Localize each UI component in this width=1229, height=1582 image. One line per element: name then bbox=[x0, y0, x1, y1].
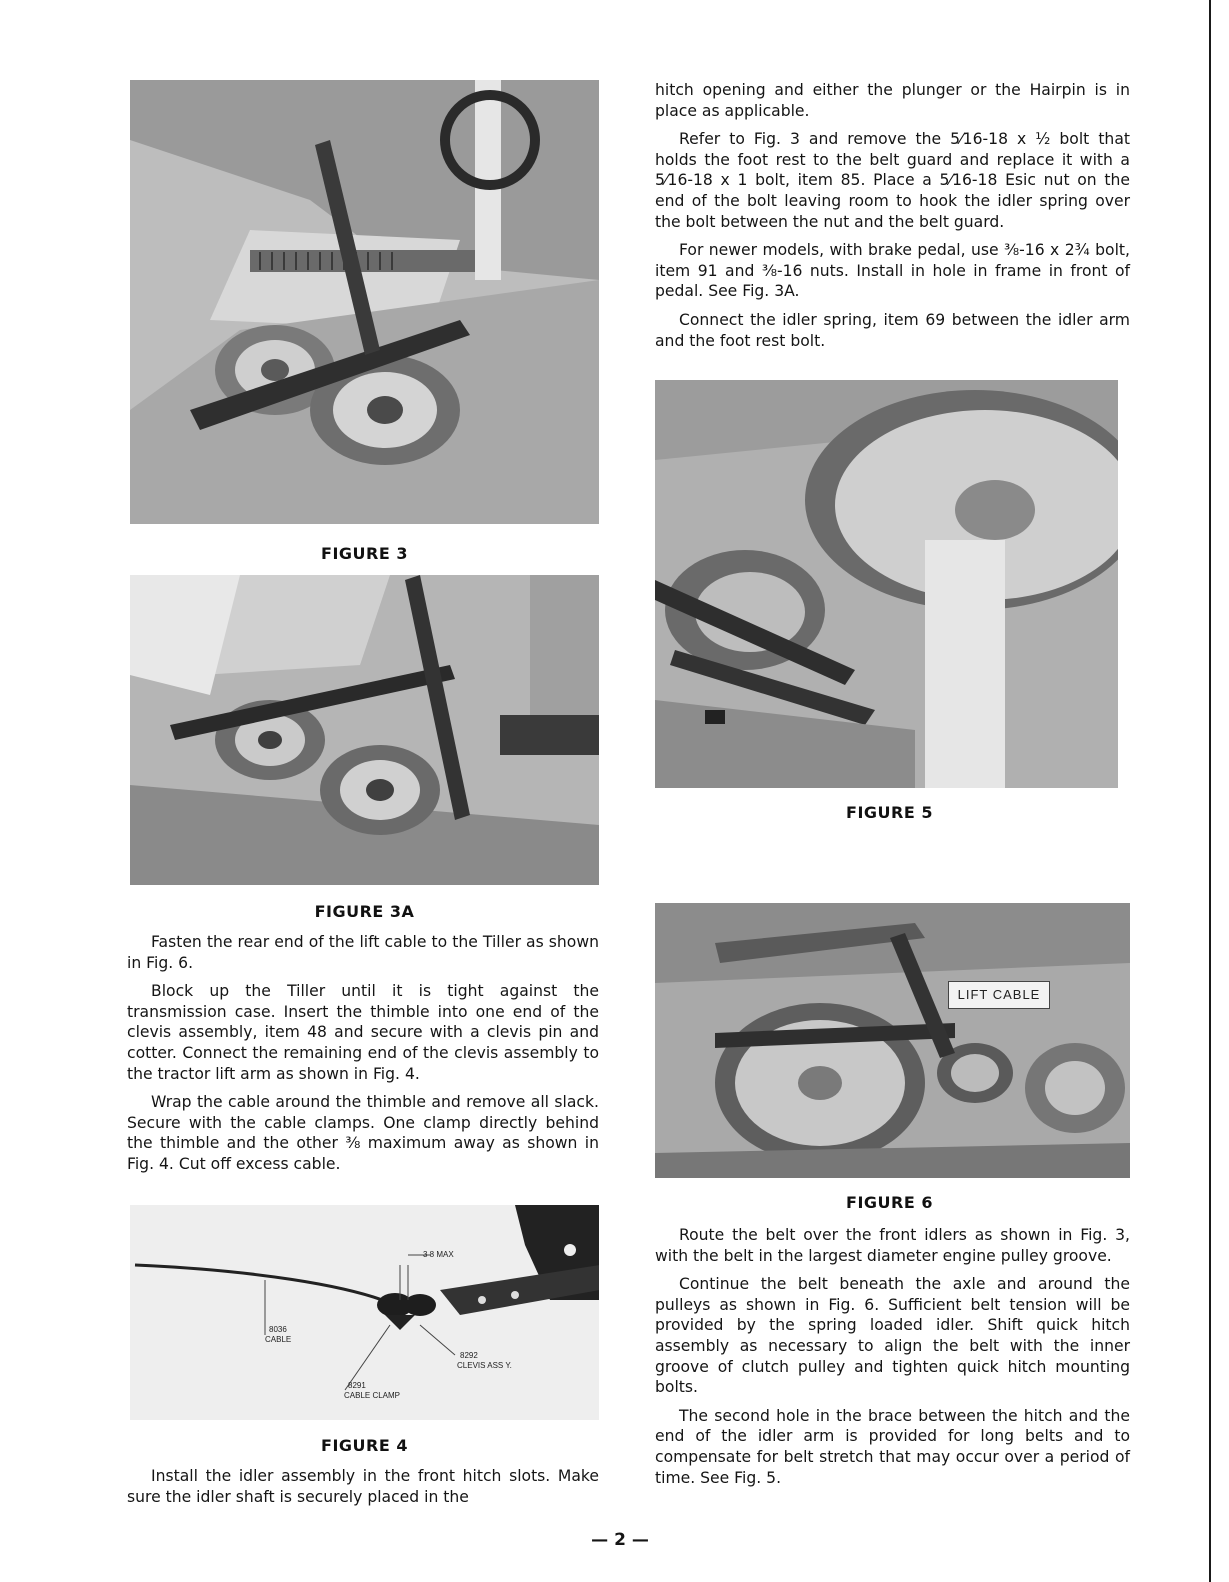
page-edge-rule bbox=[1209, 0, 1211, 1582]
left-text-block-1 bbox=[127, 932, 599, 1183]
paragraph: Route the belt over the front idlers as shown in Fig. 3, with the belt in the largest diameter engine pulley groove. bbox=[655, 1226, 1130, 1265]
fig4-cable-label: CABLE bbox=[265, 1335, 292, 1344]
figure-3a-caption: FIGURE 3A bbox=[314, 902, 415, 921]
paragraph: Refer to Fig. 3 and remove the 5⁄16-18 x ½ bolt that holds the foot rest to the belt guard and replace it with a 5⁄16-18 x 1 bolt, item 85. Place a 5⁄16-18 Esic nut on the end of the bolt leaving room to hook the idler spring over the bolt between the nut and the belt guard. bbox=[655, 130, 1130, 231]
figure-4-photo bbox=[130, 1205, 599, 1420]
paragraph: Connect the idler spring, item 69 between the idler arm and the foot rest bolt. bbox=[655, 310, 1130, 350]
left-text-block-2 bbox=[127, 1466, 599, 1515]
fig4-clamp-number: 8291 bbox=[348, 1381, 366, 1390]
paragraph: Wrap the cable around the thimble and remove all slack. Secure with the cable clamps. One clamp directly behind the thimble and the other ⅜ maximum away as shown in Fig. 4. Cut off excess cable. bbox=[127, 1093, 599, 1173]
figure-5-caption: FIGURE 5 bbox=[846, 803, 933, 822]
figure-3-caption: FIGURE 3 bbox=[321, 544, 408, 563]
page-number: — 2 — bbox=[591, 1530, 649, 1550]
figure-5-photo bbox=[655, 380, 1118, 788]
figure-6-caption: FIGURE 6 bbox=[846, 1193, 933, 1212]
paragraph: Block up the Tiller until it is tight against the transmission case. Insert the thimble into one end of the clevis assembly, item 48 and secure with a clevis pin and cotter. Connect the remaining end of the clevis assembly to the tractor lift arm as shown in Fig. 4. bbox=[127, 982, 599, 1083]
fig4-clevis-label: CLEVIS ASS Y. bbox=[457, 1361, 512, 1370]
fig4-clevis-number: 8292 bbox=[460, 1351, 478, 1360]
paragraph: Install the idler assembly in the front hitch slots. Make sure the idler shaft is securely placed in the bbox=[127, 1467, 599, 1506]
paragraph: For newer models, with brake pedal, use ⅜-16 x 2¾ bolt, item 91 and ⅜-16 nuts. Install in hole in frame in front of pedal. See Fig. 3A. bbox=[655, 241, 1130, 301]
figure-6-photo bbox=[655, 903, 1130, 1178]
paragraph: hitch opening and either the plunger or the Hairpin is in place as applicable. bbox=[655, 81, 1130, 120]
figure-4-caption: FIGURE 4 bbox=[321, 1436, 408, 1455]
fig4-max-label: 3 8 MAX bbox=[423, 1250, 454, 1259]
right-text-block-1 bbox=[655, 80, 1130, 359]
fig4-cable-number: 8036 bbox=[269, 1325, 287, 1334]
figure-3a-photo bbox=[130, 575, 599, 885]
paragraph: Fasten the rear end of the lift cable to the Tiller as shown in Fig. 6. bbox=[127, 933, 599, 972]
right-text-block-2 bbox=[655, 1225, 1130, 1496]
fig4-clamp-label: CABLE CLAMP bbox=[344, 1391, 401, 1400]
paragraph: The second hole in the brace between the hitch and the end of the idler arm is provided for long belts and to compensate for belt stretch that may occur over a period of time. See Fig. 5. bbox=[655, 1406, 1130, 1487]
lift-cable-callout: LIFT CABLE bbox=[948, 981, 1050, 1009]
figure-3-photo bbox=[130, 80, 599, 524]
paragraph: Continue the belt beneath the axle and around the pulleys as shown in Fig. 6. Sufficient belt tension will be provided by the spring loaded idler. Shift quick hitch assembly as necessary to align the belt with the inner groove of clutch pulley and tighten quick hitch mounting bolts. bbox=[655, 1275, 1130, 1397]
